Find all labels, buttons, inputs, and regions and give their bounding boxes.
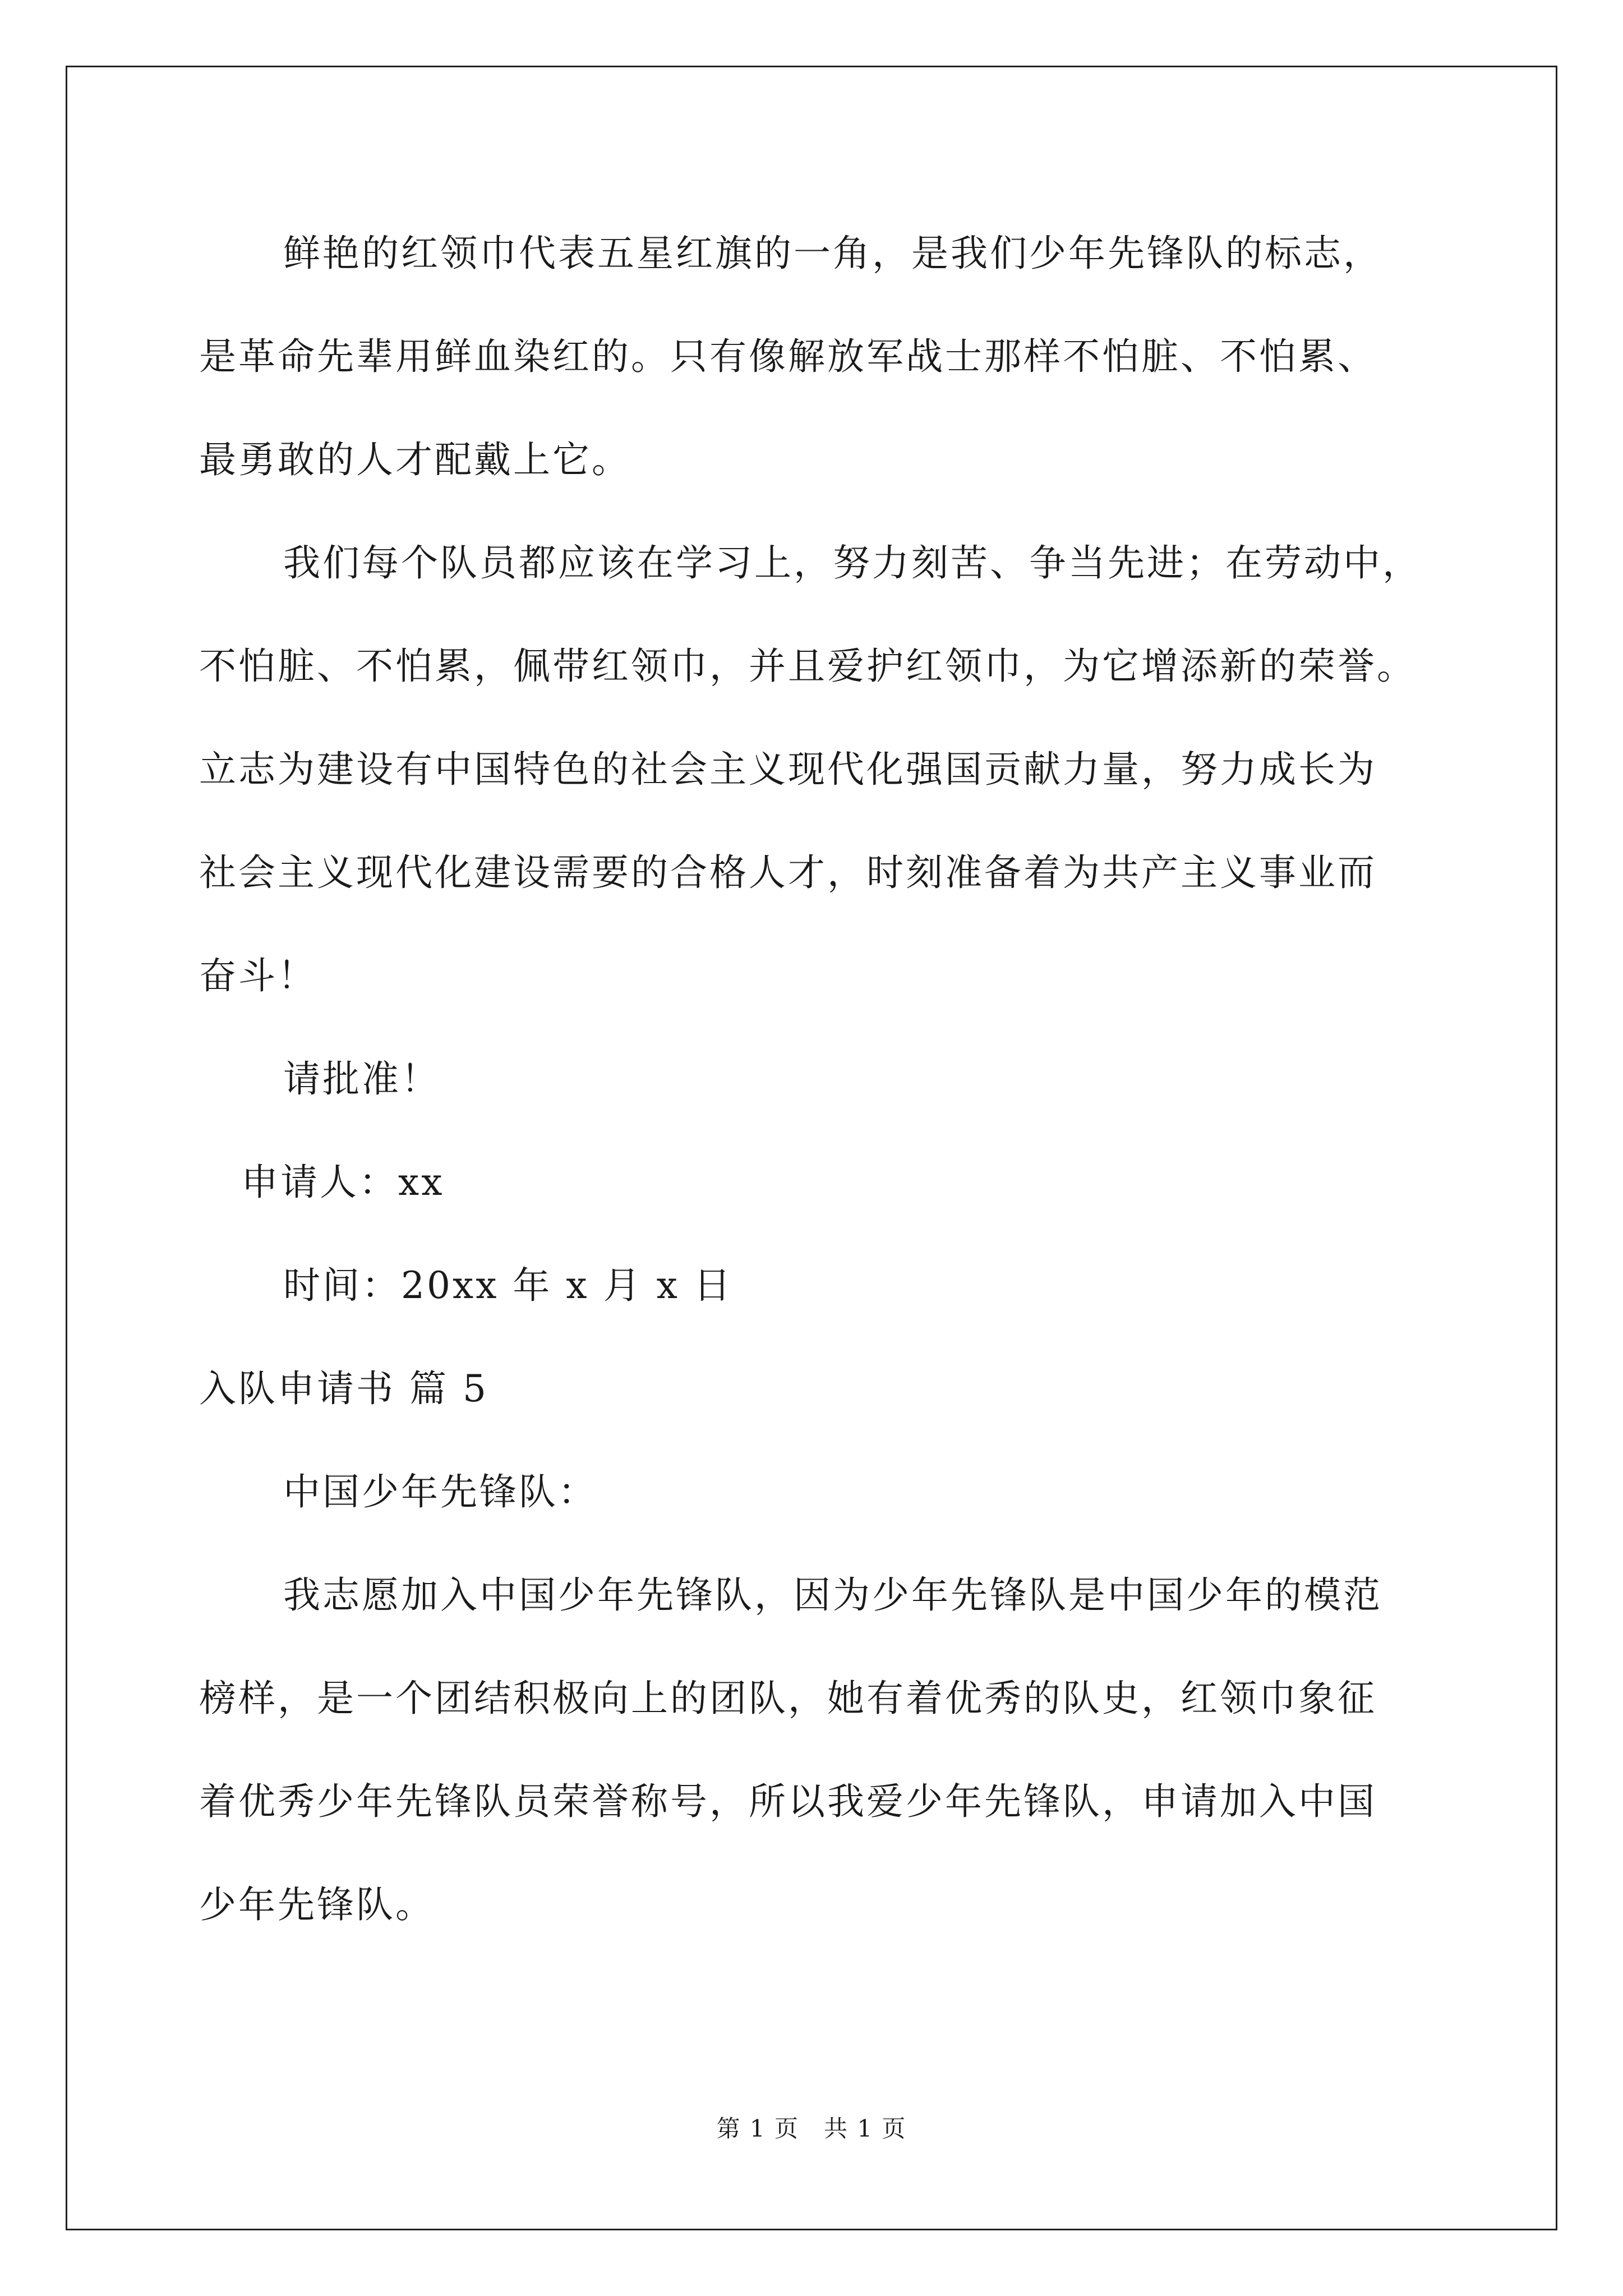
paragraph-line: 我志愿加入中国少年先锋队，因为少年先锋队是中国少年的模范 (283, 1573, 1382, 1617)
salutation: 中国少年先锋队： (283, 1470, 597, 1513)
paragraph-line: 是革命先辈用鲜血染红的。只有像解放军战士那样不怕脏、不怕累、 (199, 335, 1377, 378)
page-number-footer: 第 1 页 共 1 页 (716, 2115, 907, 2142)
section-heading: 入队申请书 篇 5 (199, 1367, 488, 1410)
paragraph-line: 榜样，是一个团结积极向上的团队，她有着优秀的队史，红领巾象征 (199, 1677, 1377, 1720)
paragraph-line: 着优秀少年先锋队员荣誉称号，所以我爱少年先锋队，申请加入中国 (199, 1780, 1377, 1823)
approval-request: 请批准！ (283, 1057, 440, 1101)
paragraph-line: 社会主义现代化建设需要的合格人才，时刻准备着为共产主义事业而 (199, 851, 1377, 894)
application-date: 时间：20xx 年 x 月 x 日 (283, 1264, 733, 1307)
paragraph-line: 立志为建设有中国特色的社会主义现代化强国贡献力量，努力成长为 (199, 748, 1377, 791)
paragraph-line: 少年先锋队。 (199, 1883, 435, 1926)
paragraph-line: 不怕脏、不怕累，佩带红领巾，并且爱护红领巾，为它增添新的荣誉。 (199, 645, 1416, 688)
paragraph-line: 奋斗！ (199, 954, 317, 997)
applicant-name: 申请人：xx (241, 1161, 445, 1204)
paragraph-line: 我们每个队员都应该在学习上，努力刻苦、争当先进；在劳动中， (283, 541, 1422, 585)
paragraph-line: 鲜艳的红领巾代表五星红旗的一角，是我们少年先锋队的标志， (283, 232, 1382, 275)
paragraph-line: 最勇敢的人才配戴上它。 (199, 438, 631, 481)
